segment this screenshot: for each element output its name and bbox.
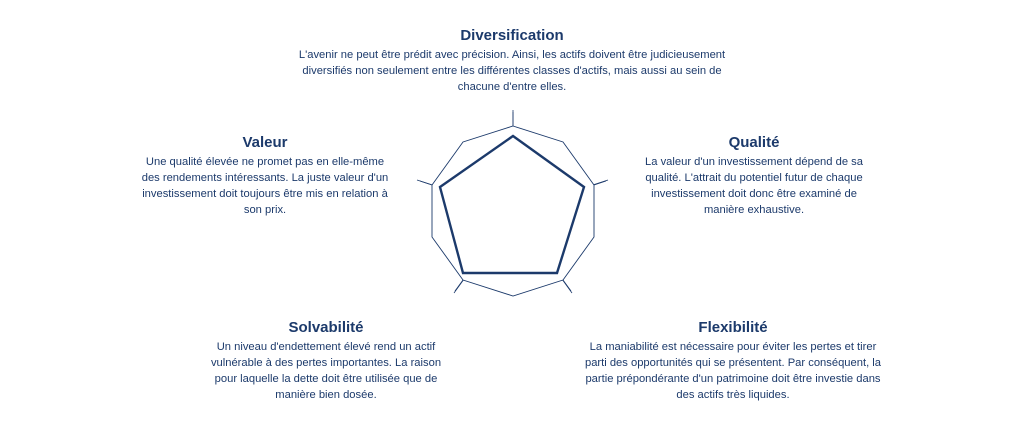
- solvabilite-block: [200, 319, 452, 403]
- stub-bottom-right: [563, 280, 571, 291]
- qualite-block: [632, 134, 876, 218]
- flexibilite-text: La maniabilité est nécessaire pour éviter les pertes et tirer parti des opportunités qui se présentent. Par conséquent, la partie prépondérante d'un patrimoine doit être investie dans des actifs très liquides.: [584, 341, 882, 401]
- diversification-text: L'avenir ne peut être prédit avec précision. Ainsi, les actifs doivent être judicieusement diversifiés non seulement entre les différentes classes d'actifs, mais aussi au sein de chacune d'entre elles.: [298, 49, 726, 93]
- qualite-text: La valeur d'un investissement dépend de sa qualité. L'attrait du potentiel futur de chaque investissement doit donc être examiné de manière exhaustive.: [645, 156, 863, 216]
- stub-right: [594, 181, 606, 185]
- solvabilite-text: Un niveau d'endettement élevé rend un actif vulnérable à des pertes importantes. La raison pour laquelle la dette doit être utilisée que de manière bien dosée.: [210, 341, 442, 401]
- solvabilite-title: Solvabilité: [288, 319, 364, 336]
- flexibilite-title: Flexibilité: [698, 319, 768, 336]
- stub-bottom-left: [455, 280, 463, 291]
- qualite-title: Qualité: [728, 134, 780, 151]
- pentagon-radar-diagram: [400, 110, 630, 310]
- flexibilite-block: [578, 319, 888, 403]
- valeur-block: [138, 134, 392, 218]
- valeur-text: Une qualité élevée ne promet pas en elle-même des rendements intéressants. La juste valeur d'un investissement doit toujours être mis en relation à son prix.: [141, 156, 389, 216]
- diversification-title: Diversification: [460, 27, 564, 44]
- diversification-block: [282, 27, 742, 95]
- stub-left: [420, 181, 432, 185]
- valeur-title: Valeur: [242, 134, 288, 151]
